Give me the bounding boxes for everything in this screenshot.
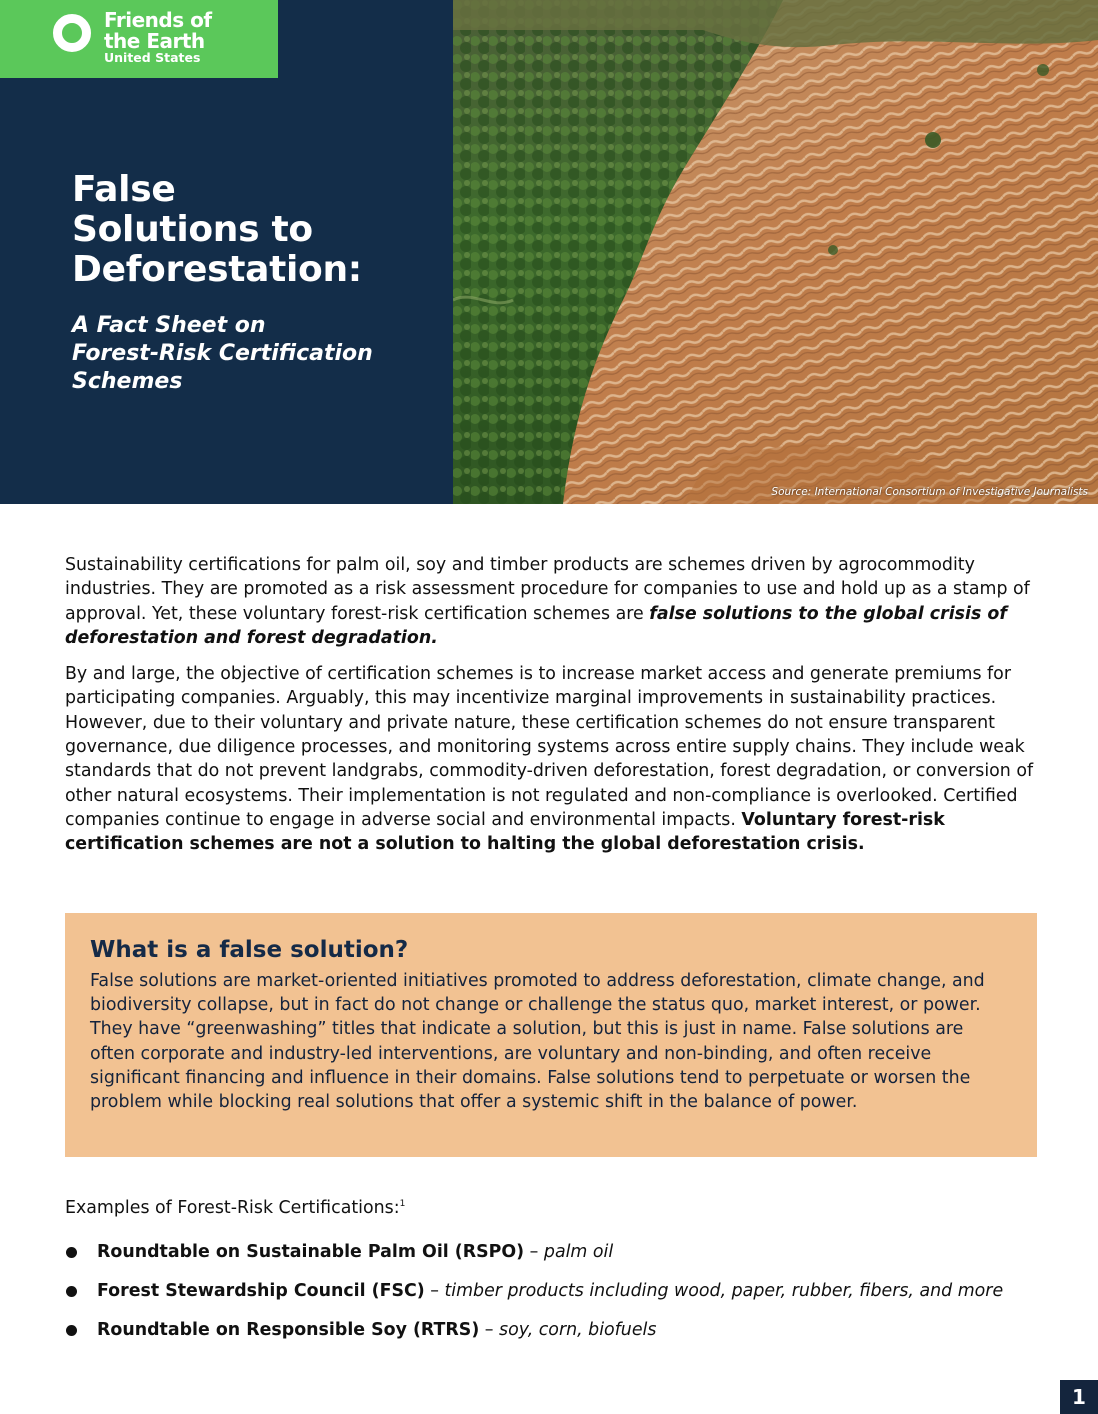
logo [0,0,278,78]
logo-line-3: United States [104,50,201,65]
subtitle-line-2: Forest-Risk Certification [72,341,373,366]
hero-banner [0,0,1098,504]
examples-heading-text: Examples of Forest-Risk Certifications: [65,1197,400,1218]
title-line-3: Deforestation: [72,249,362,290]
examples-section [65,1192,1045,1357]
callout-body: False solutions are market-oriented initiatives promoted to address deforestation, climate change, and biodiversity collapse, but in fact do not change or challenge the status quo, market interest, or power. They have “greenwashing” titles that indicate a solution, but this is just in name. False solutions are often corporate and industry-led interventions, are voluntary and non-binding, and often receive significant financing and influence in their domains. False solutions tend to perpetuate or worsen the problem while blocking real solutions that offer a systemic shift in the balance of power. [90,971,985,1113]
examples-heading [65,1192,1045,1220]
title-panel [0,0,453,504]
bullet-icon [66,1325,77,1336]
list-item-name: Roundtable on Responsible Soy (RTRS) [97,1319,480,1340]
intro-section [65,553,1045,869]
list-item-desc: palm oil [543,1241,614,1262]
list-item-dash: – [479,1319,500,1340]
bullet-icon [66,1286,77,1297]
subtitle-line-1: A Fact Sheet on [72,313,266,338]
intro-paragraph-1-emphasis: false solutions to the global crisis of deforestation and forest degradation. [65,603,1007,648]
list-item-desc: soy, corn, biofuels [499,1319,657,1340]
subtitle-line-3: Schemes [72,369,183,394]
list-item [65,1279,1045,1303]
logo-line-2: the Earth [104,29,205,53]
list-item-desc: timber products including wood, paper, rubber, fibers, and more [444,1280,1004,1301]
page-number: 1 [1060,1380,1098,1414]
list-item [65,1318,1045,1342]
intro-paragraph-1-text: Sustainability certifications for palm oil, soy and timber products are schemes driven by agrocommodity industries. They are promoted as a risk assessment procedure for companies to use and hold up as a stamp of approval. Yet, these voluntary forest-risk certification schemes are [65,555,1030,624]
footnote-ref[interactable]: 1 [399,1199,406,1209]
aerial-photo-illustration [453,0,1098,504]
deforestation-aerial-photo [453,0,1098,504]
intro-paragraph-1 [65,553,1045,650]
bullet-icon [66,1247,77,1258]
page-title [72,170,432,290]
page-subtitle [72,312,432,396]
list-item-name: Roundtable on Sustainable Palm Oil (RSPO) [97,1241,525,1262]
list-item-name: Forest Stewardship Council (FSC) [97,1280,425,1301]
false-solution-callout [65,913,1037,1157]
callout-title: What is a false solution? [90,937,409,963]
list-item [65,1240,1045,1264]
intro-paragraph-2-text: By and large, the objective of certification schemes is to increase market access and generate premiums for participating companies. Arguably, this may incentivize marginal improvements in sustainability practices. However, due to their voluntary and private nature, these certification schemes do not ensure transparent governance, due diligence processes, and monitoring systems across entire supply chains. They include weak standards that do not prevent landgrabs, commodity-driven deforestation, forest degradation, or conversion of other natural ecosystems. Their implementation is not regulated and non-compliance is overlooked. Certified companies continue to engage in adverse social and environmental impacts. [65,664,1034,830]
list-item-dash: – [524,1241,544,1262]
examples-list [65,1240,1045,1342]
logo-line-1: Friends of [104,8,212,32]
intro-paragraph-2-bold: Voluntary forest-risk certification schemes are not a solution to halting the global deforestation crisis. [65,809,945,855]
title-line-1: False [72,169,176,210]
logo-ring-icon [53,14,91,52]
logo-text [104,10,212,65]
list-item-dash: – [424,1280,445,1301]
title-line-2: Solutions to [72,209,313,250]
photo-caption: Source: International Consortium of Investigative Journalists [771,486,1088,498]
intro-paragraph-2 [65,662,1045,856]
